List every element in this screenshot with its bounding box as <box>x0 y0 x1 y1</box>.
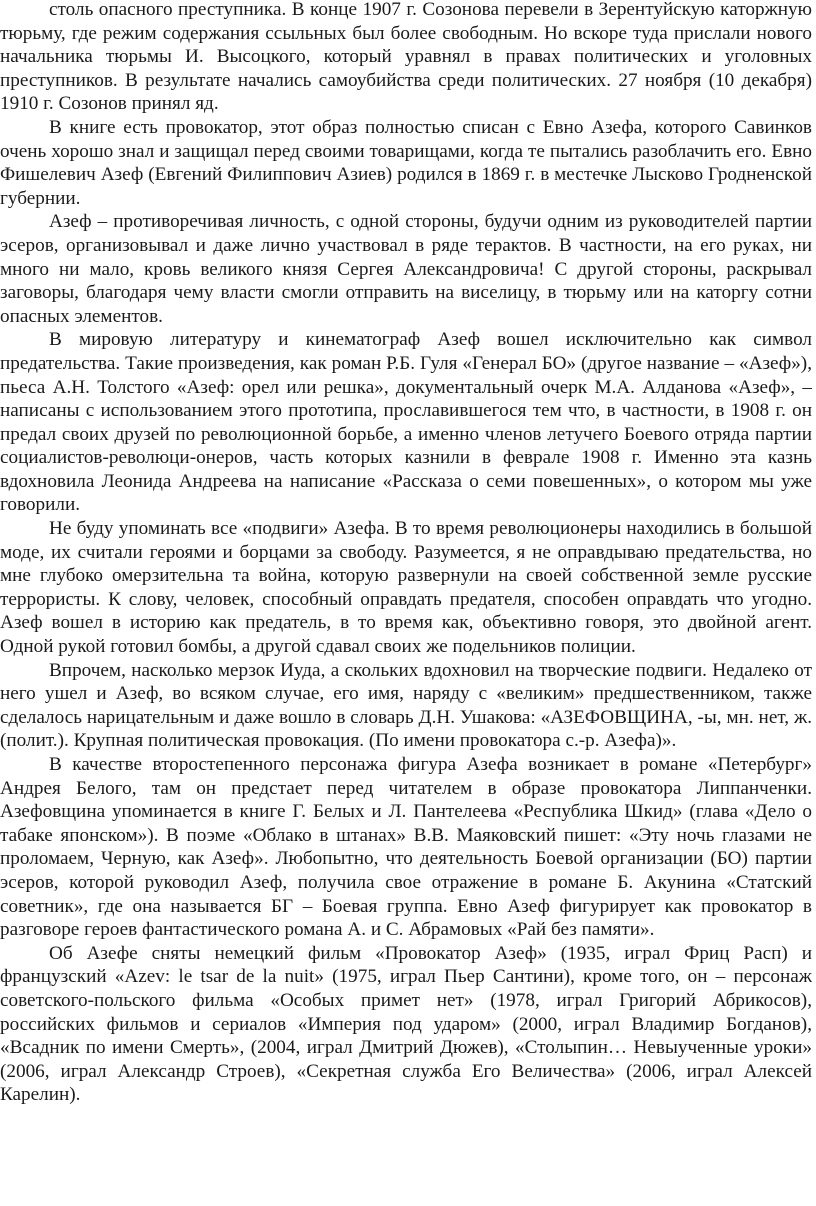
paragraph-azef-literature: В мировую литературу и кинематограф Азеф вошел исключительно как символ предательства. Такие произведения, как роман Р.Б. Гуля «Генерал БО» (другое название – «Азеф»), пьеса А.Н. Толстого «Азеф: орел или решка», документальный очерк М.А. Алданова «Азеф», – написаны с использованием этого прототипа, прославившегося тем что, в частности, в 1908 г. он предал своих друзей по революционной борьбе, а именно членов летучего Боевого отряда партии социалистов-революци-онеров, часть которых казнили в феврале 1908 г. Именно эта казнь вдохновила Леонида Андреева на написание «Рассказа о семи повешенных», о котором мы уже говорили. <box>0 329 812 516</box>
paragraph-azef-secondary-character: В качестве второстепенного персонажа фигура Азефа возникает в романе «Петербург» Андрея Белого, там он предстает перед читателем в образе провокатора Липпанченки. Азефовщина упоминается в книге Г. Белых и Л. Пантелеева «Республика Шкид» (глава «Дело о табаке японском»). В поэме «Облако в штанах» В.В. Маяковский пишет: «Эту ночь глазами не проломаем, Черную, как Азеф». Любопытно, что деятельность Боевой организации (БО) партии эсеров, которой руководил Азеф, получила свое отражение в романе Б. Акунина «Статский советник», где она называется БГ – Боевая группа. Евно Азеф фигурирует как провокатор в разговоре героев фантастического романа А. и С. Абрамовых «Рай без памяти». <box>0 754 812 941</box>
paragraph-azef-contradictory: Азеф – противоречивая личность, с одной стороны, будучи одним из руководителей партии эсеров, организовывал и даже лично участвовал в ряде терактов. В частности, на его руках, ни много ни мало, кровь великого князя Сергея Александровича! С другой стороны, раскрывал заговоры, благодаря чему власти смогли отправить на виселицу, в тюрьму или на каторгу сотни опасных элементов. <box>0 211 812 327</box>
paragraph-sozonov-continuation: столь опасного преступника. В конце 1907 г. Созонова перевели в Зерентуйскую каторжную тюрьму, где режим содержания ссыльных был более свободным. Но вскоре туда прислали нового начальника тюрьмы И. Высоцкого, который уравнял в правах политических и уголовных преступников. В результате начались самоубийства среди политических. 27 ноября (10 декабря) 1910 г. Созонов принял яд. <box>0 0 812 115</box>
paragraph-azef-films: Об Азефе сняты немецкий фильм «Провокатор Азеф» (1935, играл Фриц Расп) и французский «Azev: le tsar de la nuit» (1975, играл Пьер Сантини), кроме того, он – персонаж советского-польского фильма «Особых примет нет» (1978, играл Григорий Абрикосов), российских фильмов и сериалов «Империя под ударом» (2000, играл Владимир Богданов), «Всадник по имени Смерть», (2004, играл Дмитрий Дюжев), «Столыпин… Невыученные уроки» (2006, играл Александр Строев), «Секретная служба Его Величества» (2006, играл Алексей Карелин). <box>0 942 812 1106</box>
paragraph-azef-dictionary: Впрочем, насколько мерзок Иуда, а скольких вдохновил на творческие подвиги. Недалеко от него ушел и Азеф, во всяком случае, его имя, наряду с «великим» предшественником, также сделалось нарицательным и даже вошло в словарь Д.Н. Ушакова: «АЗЕФОВЩИНА, -ы, мн. нет, ж. (полит.). Крупная политическая провокация. (По имени провокатора с.-р. Азефа)». <box>0 659 812 752</box>
paragraph-provocateur-azef: В книге есть провокатор, этот образ полностью списан с Евно Азефа, которого Савинков очень хорошо знал и защищал перед своими товарищами, когда те пытались разоблачить его. Евно Фишелевич Азеф (Евгений Филиппович Азиев) родился в 1869 г. в местечке Лысково Гродненской губернии. <box>0 116 812 209</box>
paragraph-azef-deeds: Не буду упоминать все «подвиги» Азефа. В то время революционеры находились в большой моде, их считали героями и борцами за свободу. Разумеется, я не оправдываю предательства, но мне глубоко омерзительна та война, которую развернули на своей собственной земле русские террористы. К слову, человек, способный оправдать предателя, способен оправдать что угодно. Азеф вошел в историю как предатель, в то время как, объективно говоря, это двойной агент. Одной рукой готовил бомбы, а другой сдавал своих же подельников полиции. <box>0 518 812 658</box>
